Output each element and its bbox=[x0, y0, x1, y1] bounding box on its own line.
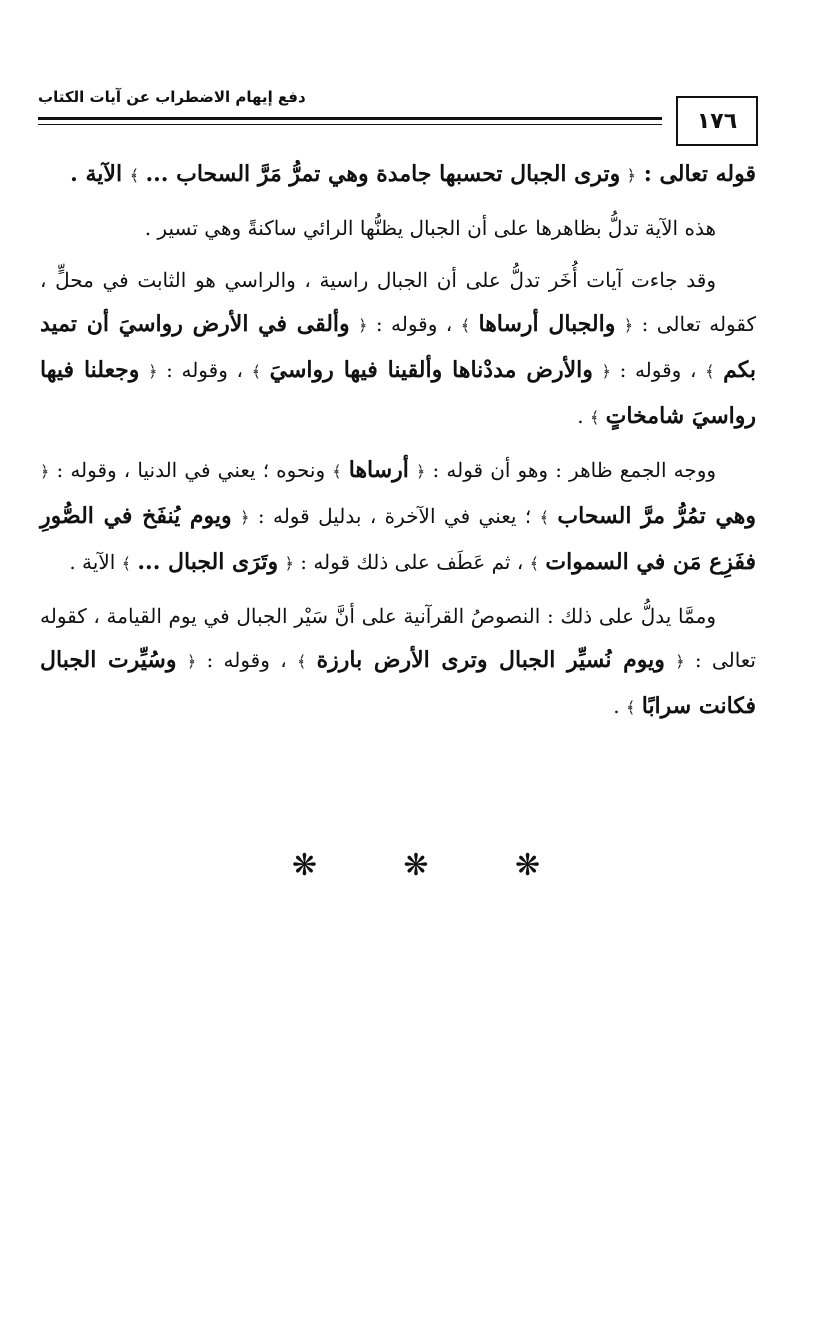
ornate-bracket-open-icon: ﴿ bbox=[186, 652, 197, 671]
paragraph-1-lead: قوله تعالى : bbox=[636, 161, 756, 187]
ornate-bracket-open-icon: ﴿ bbox=[240, 508, 250, 527]
header-rule-thin bbox=[38, 124, 662, 125]
quran-quote: أرساها bbox=[348, 457, 409, 483]
paragraph-text: ، ثم عَطَف على ذلك قوله : bbox=[293, 550, 530, 574]
paragraph-text: ، وقوله : bbox=[196, 648, 297, 672]
ornate-bracket-close-icon: ﴾ bbox=[529, 554, 540, 573]
page-number: ١٧٦ bbox=[676, 96, 758, 146]
ornate-bracket-open-icon: ﴿ bbox=[40, 462, 50, 481]
paragraph-2: هذه الآية تدلُّ بظاهرها على أن الجبال يظنُّها الرائي ساكنةً وهي تسير . bbox=[144, 216, 716, 240]
quran-quote: والجبال أرساها bbox=[478, 311, 616, 337]
paragraph-text: ووجه الجمع ظاهر : وهو أن قوله : bbox=[425, 458, 717, 482]
ornate-bracket-close-icon: ﴾ bbox=[705, 362, 715, 381]
quran-quote: والأرض مددْناها وألقينا فيها رواسيَ bbox=[269, 357, 593, 383]
ornate-bracket-close-icon: ﴾ bbox=[251, 362, 261, 381]
paragraph-text: ، وقوله : bbox=[157, 358, 252, 382]
paragraph-1-tail: الآية . bbox=[70, 161, 130, 187]
paragraph-text: الآية . bbox=[69, 550, 122, 574]
ornate-bracket-open-icon: ﴿ bbox=[626, 166, 637, 185]
section-separator-asterisks-icon: ❋ ❋ ❋ bbox=[291, 848, 579, 883]
quran-quote: ويوم يُنفَخ في الصُّورِ ففَزِع مَن في السموات bbox=[40, 503, 756, 575]
quran-quote: وهي تمُرُّ مرَّ السحاب bbox=[557, 503, 757, 529]
quran-quote: وسُيِّرت الجبال فكانت سرابًا bbox=[40, 647, 756, 719]
paragraph-text: . bbox=[577, 404, 590, 428]
paragraph-text: . bbox=[613, 694, 626, 718]
paragraph-text: وقد جاءت آيات أُخَر تدلُّ على أن الجبال راسية ، والراسي هو الثابت في محلٍّ ، كقوله تعالى : bbox=[40, 268, 757, 336]
paragraph-text: ، وقوله : bbox=[367, 312, 461, 336]
body-text bbox=[40, 152, 756, 738]
ornate-bracket-open-icon: ﴿ bbox=[148, 362, 158, 381]
paragraph-4 bbox=[40, 448, 756, 586]
quran-quote: وترى الجبال تحسبها جامدة وهي تمرُّ مَرَّ السحاب ... bbox=[145, 161, 621, 187]
ornate-bracket-close-icon: ﴾ bbox=[460, 316, 471, 335]
ornate-bracket-close-icon: ﴾ bbox=[332, 462, 342, 481]
ornate-bracket-open-icon: ﴿ bbox=[416, 462, 426, 481]
paragraph-text: وممَّا يدلُّ على ذلك : النصوصُ القرآنية على أنَّ سَيْر الجبال في يوم القيامة ، كقوله تعالى : bbox=[40, 604, 756, 672]
quran-quote: وجعلنا فيها رواسيَ شامخاتٍ bbox=[40, 357, 756, 429]
ornate-bracket-close-icon: ﴾ bbox=[589, 408, 600, 427]
paragraph-3 bbox=[40, 258, 756, 440]
ornate-bracket-open-icon: ﴿ bbox=[284, 554, 294, 573]
ornate-bracket-close-icon: ﴾ bbox=[121, 554, 132, 573]
quran-quote: ويوم نُسيِّر الجبال وترى الأرض بارزة bbox=[316, 647, 665, 673]
ornate-bracket-close-icon: ﴾ bbox=[296, 652, 307, 671]
header-rule bbox=[38, 117, 662, 120]
ornate-bracket-close-icon: ﴾ bbox=[129, 166, 140, 185]
ornate-bracket-open-icon: ﴿ bbox=[623, 316, 634, 335]
paragraph-1 bbox=[40, 152, 756, 198]
ornate-bracket-open-icon: ﴿ bbox=[358, 316, 368, 335]
quran-quote: وتَرَى الجبال ... bbox=[137, 549, 279, 575]
quran-quote: وألقى في الأرض رواسيَ أن تميد بكم bbox=[40, 311, 757, 383]
paragraph-text: ، وقوله : bbox=[610, 358, 706, 382]
paragraph-5 bbox=[40, 594, 756, 730]
paragraph-text: ونحوه ؛ يعني في الدنيا ، وقوله : bbox=[49, 458, 333, 482]
running-header-title: دفع إيهام الاضطراب عن آيات الكتاب bbox=[38, 88, 306, 106]
ornate-bracket-close-icon: ﴾ bbox=[626, 698, 636, 717]
ornate-bracket-open-icon: ﴿ bbox=[675, 652, 685, 671]
paragraph-text: ؛ يعني في الآخرة ، بدليل قوله : bbox=[249, 504, 540, 528]
ornate-bracket-open-icon: ﴿ bbox=[601, 362, 611, 381]
ornate-bracket-close-icon: ﴾ bbox=[539, 508, 549, 527]
